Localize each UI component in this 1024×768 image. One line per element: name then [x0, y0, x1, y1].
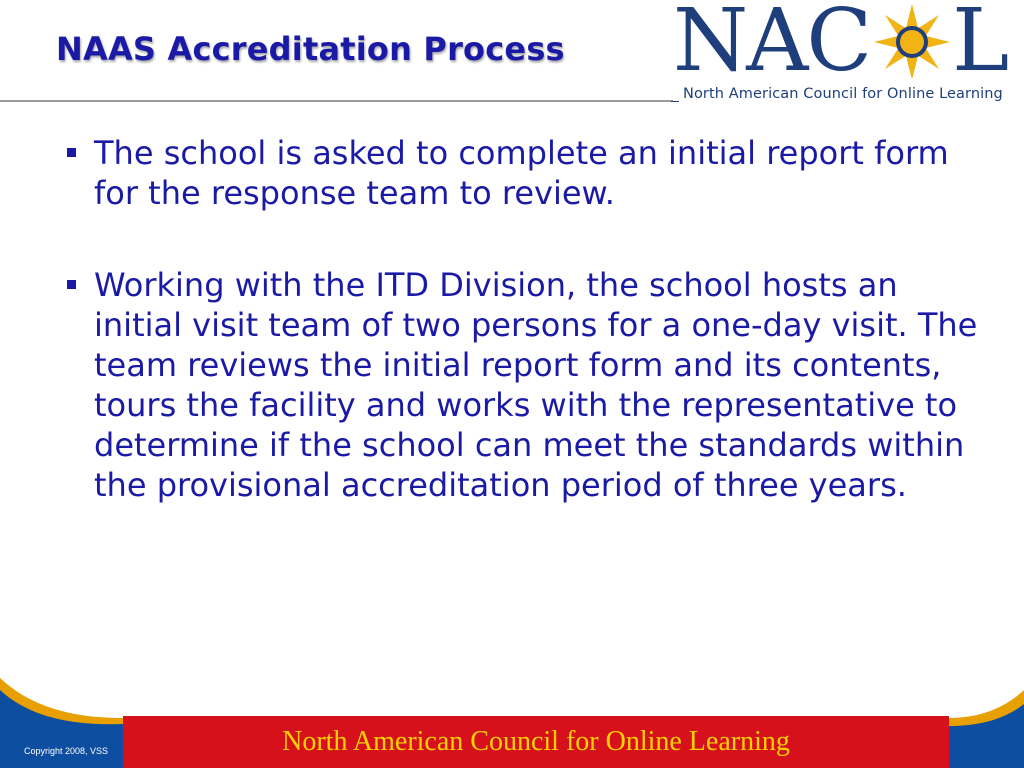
logo-letters-left: NAC — [673, 0, 871, 91]
logo-wordmark — [673, 0, 1008, 91]
nacol-logo — [671, 0, 1024, 108]
sun-star-icon — [870, 0, 954, 78]
slide-title: NAAS Accreditation Process — [56, 30, 565, 68]
bullet-item — [62, 133, 992, 213]
square-bullet-icon — [67, 148, 76, 157]
square-bullet-icon — [67, 280, 76, 289]
copyright-text: Copyright 2008, VSS — [24, 746, 109, 756]
footer-banner-text: North American Council for Online Learning — [282, 726, 790, 757]
bullet-text: Working with the ITD Division, the school hosts an initial visit team of two persons for a one-day visit. The team reviews the initial report form and its contents, tours the facility and works with the representative to determine if the school can meet the standards within the provisional accreditation period of three years. — [94, 266, 978, 504]
bullet-text: The school is asked to complete an initial report form for the response team to review. — [94, 134, 949, 212]
logo-letters-right: L — [952, 0, 1008, 91]
title-divider — [0, 100, 673, 102]
bullet-list — [62, 133, 992, 505]
logo-underline — [671, 101, 679, 102]
logo-subtitle: North American Council for Online Learning — [683, 86, 1003, 102]
bullet-item — [62, 265, 992, 505]
